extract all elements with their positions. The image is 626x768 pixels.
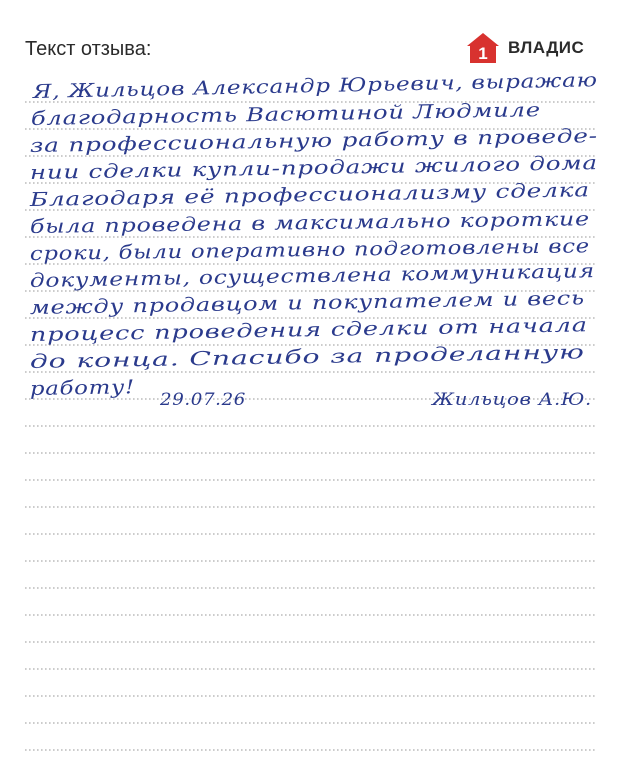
handwritten-line: до конца. Спасибо за проделанную — [29, 344, 404, 373]
handwritten-line: за профессиональную работу в проведе- — [29, 127, 467, 157]
brand-name: ВЛАДИС — [508, 38, 585, 57]
handwritten-line: работу! — [29, 376, 118, 400]
signature: Жильцов А.Ю. — [430, 390, 592, 410]
handwritten-line: процесс проведения сделки от начала — [29, 316, 446, 346]
logo-digit: 1 — [478, 44, 488, 63]
form-title: Текст отзыва: — [25, 38, 152, 60]
handwritten-line: Я, Жильцов Александр Юрьевич, выражаю — [32, 71, 498, 103]
handwritten-line: благодарность Васютиной Людмиле — [30, 101, 432, 130]
handwritten-line: Благодаря её профессионализму сделка — [29, 181, 460, 211]
handwritten-line: между продавцом и покупателем и весь — [29, 289, 470, 319]
handwritten-line: нии сделки купли-продажи жилого дома — [29, 154, 470, 184]
review-date: 29.07.26 — [158, 390, 246, 410]
handwritten-line: документы, осуществлена коммуникация — [29, 261, 490, 292]
handwritten-line: сроки, были оперативно подготовлены все — [29, 236, 499, 265]
handwritten-line: была проведена в максимально короткие — [29, 209, 478, 238]
